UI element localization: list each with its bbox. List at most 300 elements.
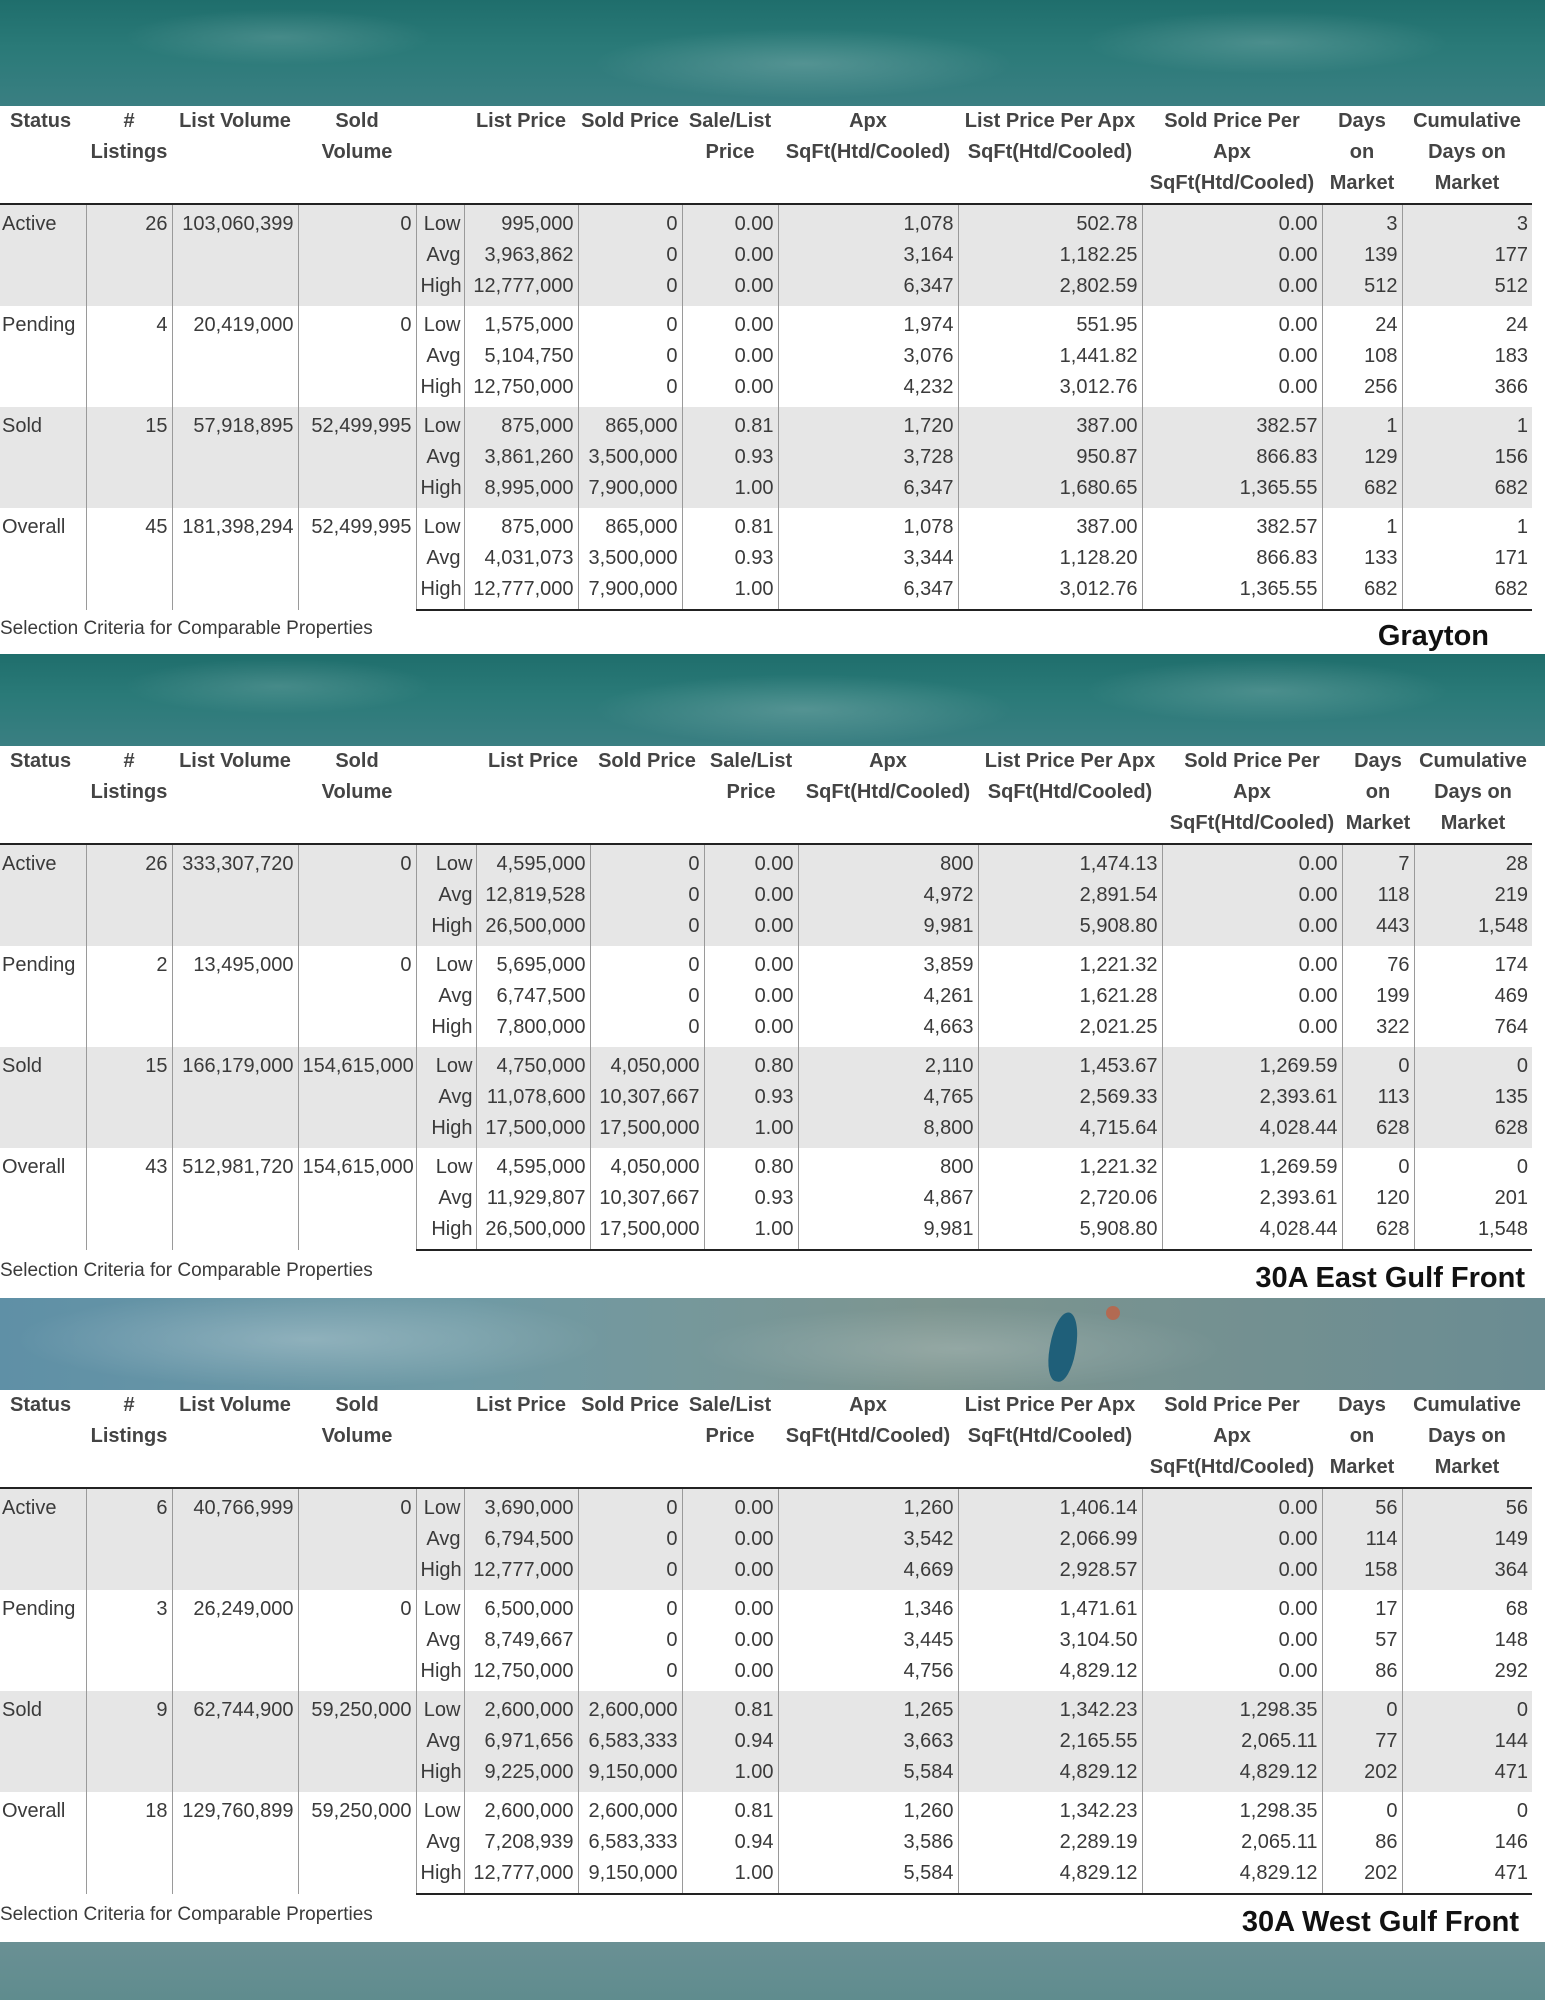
sold-volume-cell: 0	[298, 204, 416, 306]
status-cell: Pending	[2, 1598, 76, 1620]
sold-volume-cell: 59,250,000	[298, 1691, 416, 1792]
sqft-cell: 5,584	[778, 1858, 958, 1894]
stat-level-label: Low	[416, 1691, 464, 1726]
sold-price-cell: 0	[578, 1524, 682, 1555]
cumulative-dom-cell: 144	[1402, 1726, 1532, 1757]
sqft-cell: 1,260	[778, 1488, 958, 1524]
stat-level-label: Avg	[416, 1183, 476, 1214]
sold-price-per-sqft-cell: 382.57	[1142, 508, 1322, 543]
sqft-cell: 6,347	[778, 271, 958, 306]
stat-level-label: Avg	[416, 981, 476, 1012]
sold-price-cell: 0	[590, 1012, 704, 1047]
days-on-market-cell: 3	[1322, 204, 1402, 240]
table-row	[0, 1590, 1532, 1625]
list-price-per-sqft-cell: 2,802.59	[958, 271, 1142, 306]
selection-criteria-label: Selection Criteria for Comparable Properties	[0, 618, 373, 639]
list-price-cell: 9,225,000	[464, 1757, 578, 1792]
cumulative-dom-cell: 56	[1402, 1488, 1532, 1524]
list-price-cell: 12,750,000	[464, 372, 578, 407]
listings-cell: 15	[86, 407, 172, 508]
days-on-market-cell: 512	[1322, 271, 1402, 306]
column-header: Sold Price Per Apx SqFt(Htd/Cooled)	[1162, 746, 1342, 844]
list-price-per-sqft-cell: 551.95	[958, 306, 1142, 341]
sale-list-ratio-cell: 1.00	[704, 1113, 798, 1148]
cumulative-dom-cell: 1,548	[1414, 911, 1532, 946]
days-on-market-cell: 129	[1322, 442, 1402, 473]
sqft-cell: 4,867	[798, 1183, 978, 1214]
sold-price-per-sqft-cell: 1,365.55	[1142, 473, 1322, 508]
days-on-market-cell: 139	[1322, 240, 1402, 271]
sold-price-cell: 0	[590, 911, 704, 946]
ocean-photo-banner	[0, 654, 1545, 746]
list-price-cell: 5,104,750	[464, 341, 578, 372]
column-header: Status	[0, 746, 86, 844]
list-price-per-sqft-cell: 502.78	[958, 204, 1142, 240]
sold-price-per-sqft-cell: 2,065.11	[1142, 1827, 1322, 1858]
days-on-market-cell: 322	[1342, 1012, 1414, 1047]
days-on-market-cell: 114	[1322, 1524, 1402, 1555]
listings-cell: 18	[86, 1792, 172, 1894]
sold-price-per-sqft-cell: 0.00	[1142, 1656, 1322, 1691]
days-on-market-cell: 0	[1342, 1148, 1414, 1183]
sold-price-per-sqft-cell: 0.00	[1142, 240, 1322, 271]
sold-price-cell: 6,583,333	[578, 1726, 682, 1757]
listings-cell: 6	[86, 1488, 172, 1590]
selection-criteria-label: Selection Criteria for Comparable Properties	[0, 1904, 373, 1925]
stat-level-label: Avg	[416, 1082, 476, 1113]
stat-level-label: Low	[416, 1148, 476, 1183]
list-volume-cell: 103,060,399	[172, 204, 298, 306]
sale-list-ratio-cell: 0.00	[682, 341, 778, 372]
cumulative-dom-cell: 366	[1402, 372, 1532, 407]
sqft-cell: 800	[798, 844, 978, 880]
table-row	[0, 508, 1532, 543]
list-price-cell: 12,777,000	[464, 271, 578, 306]
sqft-cell: 4,765	[798, 1082, 978, 1113]
list-price-per-sqft-cell: 1,680.65	[958, 473, 1142, 508]
list-price-per-sqft-cell: 2,720.06	[978, 1183, 1162, 1214]
sold-volume-cell: 0	[298, 1590, 416, 1691]
ocean-photo-banner	[0, 0, 1545, 106]
column-header: Cumulative Days on Market	[1402, 1390, 1532, 1488]
column-header: List Price	[464, 1390, 578, 1488]
sold-price-per-sqft-cell: 866.83	[1142, 543, 1322, 574]
stat-level-label: Avg	[416, 1726, 464, 1757]
cumulative-dom-cell: 471	[1402, 1858, 1532, 1894]
listings-cell: 4	[86, 306, 172, 407]
table-row	[0, 946, 1532, 981]
list-price-cell: 2,600,000	[464, 1792, 578, 1827]
sale-list-ratio-cell: 0.80	[704, 1047, 798, 1082]
sold-price-per-sqft-cell: 0.00	[1142, 306, 1322, 341]
sold-volume-cell: 0	[298, 844, 416, 946]
column-header: Sold Price	[578, 106, 682, 204]
cumulative-dom-cell: 183	[1402, 341, 1532, 372]
sqft-cell: 9,981	[798, 1214, 978, 1250]
sold-price-per-sqft-cell: 0.00	[1162, 1012, 1342, 1047]
stat-level-label: High	[416, 1656, 464, 1691]
list-price-cell: 8,995,000	[464, 473, 578, 508]
listings-cell: 9	[86, 1691, 172, 1792]
sale-list-ratio-cell: 0.00	[682, 1625, 778, 1656]
ocean-photo-banner	[0, 1942, 1545, 2000]
days-on-market-cell: 628	[1342, 1113, 1414, 1148]
table-row	[0, 1148, 1532, 1183]
sold-price-cell: 865,000	[578, 407, 682, 442]
sale-list-ratio-cell: 1.00	[682, 1858, 778, 1894]
status-cell: Active	[0, 1488, 86, 1590]
sold-price-per-sqft-cell: 4,829.12	[1142, 1757, 1322, 1792]
listings-cell: 43	[86, 1148, 172, 1250]
stat-level-label: High	[416, 372, 464, 407]
cumulative-dom-cell: 177	[1402, 240, 1532, 271]
days-on-market-cell: 24	[1322, 306, 1402, 341]
column-header: List Volume	[172, 1390, 298, 1488]
sale-list-ratio-cell: 0.00	[682, 240, 778, 271]
column-header	[416, 1390, 464, 1488]
days-on-market-cell: 86	[1322, 1656, 1402, 1691]
status-cell: Pending	[2, 314, 76, 336]
sold-price-per-sqft-cell: 2,065.11	[1142, 1726, 1322, 1757]
list-price-cell: 12,819,528	[476, 880, 590, 911]
sqft-cell: 1,265	[778, 1691, 958, 1726]
sale-list-ratio-cell: 0.00	[682, 204, 778, 240]
cumulative-dom-cell: 364	[1402, 1555, 1532, 1590]
sold-price-cell: 0	[578, 341, 682, 372]
column-header: Sale/List Price	[704, 746, 798, 844]
sold-price-cell: 0	[590, 946, 704, 981]
cumulative-dom-cell: 149	[1402, 1524, 1532, 1555]
sqft-cell: 4,261	[798, 981, 978, 1012]
list-price-cell: 7,800,000	[476, 1012, 590, 1047]
stats-section-3	[0, 1390, 1545, 1895]
column-header: List Price Per Apx SqFt(Htd/Cooled)	[958, 106, 1142, 204]
days-on-market-cell: 158	[1322, 1555, 1402, 1590]
cumulative-dom-cell: 1,548	[1414, 1214, 1532, 1250]
cumulative-dom-cell: 471	[1402, 1757, 1532, 1792]
sold-price-per-sqft-cell: 0.00	[1162, 981, 1342, 1012]
market-stats-table	[0, 746, 1532, 1251]
list-price-cell: 12,777,000	[464, 574, 578, 610]
sold-volume-cell: 59,250,000	[298, 1792, 416, 1894]
stat-level-label: High	[416, 1012, 476, 1047]
status-cell: Sold	[0, 1047, 86, 1148]
cumulative-dom-cell: 219	[1414, 880, 1532, 911]
sold-price-cell: 2,600,000	[578, 1691, 682, 1726]
table-row	[0, 844, 1532, 880]
days-on-market-cell: 682	[1322, 473, 1402, 508]
list-price-cell: 995,000	[464, 204, 578, 240]
sqft-cell: 6,347	[778, 473, 958, 508]
column-header: Apx SqFt(Htd/Cooled)	[778, 106, 958, 204]
sqft-cell: 3,164	[778, 240, 958, 271]
cumulative-dom-cell: 0	[1414, 1148, 1532, 1183]
column-header: Days on Market	[1342, 746, 1414, 844]
sold-price-cell: 9,150,000	[578, 1757, 682, 1792]
list-price-cell: 11,929,807	[476, 1183, 590, 1214]
sqft-cell: 5,584	[778, 1757, 958, 1792]
days-on-market-cell: 86	[1322, 1827, 1402, 1858]
cumulative-dom-cell: 1	[1402, 508, 1532, 543]
list-price-per-sqft-cell: 2,066.99	[958, 1524, 1142, 1555]
days-on-market-cell: 202	[1322, 1757, 1402, 1792]
sold-price-per-sqft-cell: 0.00	[1142, 372, 1322, 407]
cumulative-dom-cell: 0	[1402, 1691, 1532, 1726]
column-header: Days on Market	[1322, 1390, 1402, 1488]
cumulative-dom-cell: 682	[1402, 473, 1532, 508]
sale-list-ratio-cell: 0.81	[682, 1792, 778, 1827]
sold-price-cell: 0	[578, 1590, 682, 1625]
stat-level-label: Low	[416, 1792, 464, 1827]
region-title: 30A West Gulf Front	[1241, 1906, 1519, 1938]
list-price-per-sqft-cell: 5,908.80	[978, 911, 1162, 946]
sold-price-cell: 865,000	[578, 508, 682, 543]
sold-volume-cell: 154,615,000	[298, 1047, 416, 1148]
list-price-per-sqft-cell: 950.87	[958, 442, 1142, 473]
sold-volume-cell: 52,499,995	[298, 508, 416, 610]
cumulative-dom-cell: 135	[1414, 1082, 1532, 1113]
list-price-cell: 875,000	[464, 508, 578, 543]
column-header: # Listings	[86, 106, 172, 204]
list-price-per-sqft-cell: 1,474.13	[978, 844, 1162, 880]
sold-price-cell: 9,150,000	[578, 1858, 682, 1894]
cumulative-dom-cell: 512	[1402, 271, 1532, 306]
list-price-cell: 12,777,000	[464, 1858, 578, 1894]
stat-level-label: Low	[416, 407, 464, 442]
list-volume-cell: 13,495,000	[172, 946, 298, 1047]
sold-price-per-sqft-cell: 2,393.61	[1162, 1183, 1342, 1214]
sold-price-per-sqft-cell: 0.00	[1162, 911, 1342, 946]
column-header: Status	[0, 106, 86, 204]
sold-volume-cell: 154,615,000	[298, 1148, 416, 1250]
list-price-per-sqft-cell: 387.00	[958, 508, 1142, 543]
stat-level-label: Low	[416, 1590, 464, 1625]
status-cell: Sold	[0, 407, 86, 508]
column-header: List Volume	[172, 106, 298, 204]
column-header: Sale/List Price	[682, 106, 778, 204]
column-header: Apx SqFt(Htd/Cooled)	[778, 1390, 958, 1488]
sold-price-cell: 0	[578, 306, 682, 341]
list-price-cell: 6,971,656	[464, 1726, 578, 1757]
sale-list-ratio-cell: 0.00	[682, 1590, 778, 1625]
sale-list-ratio-cell: 0.81	[682, 1691, 778, 1726]
days-on-market-cell: 1	[1322, 508, 1402, 543]
list-price-cell: 1,575,000	[464, 306, 578, 341]
sqft-cell: 800	[798, 1148, 978, 1183]
sold-price-cell: 2,600,000	[578, 1792, 682, 1827]
sold-price-per-sqft-cell: 1,365.55	[1142, 574, 1322, 610]
sold-price-cell: 7,900,000	[578, 574, 682, 610]
stat-level-label: Avg	[416, 543, 464, 574]
list-price-per-sqft-cell: 3,104.50	[958, 1625, 1142, 1656]
list-price-per-sqft-cell: 4,829.12	[958, 1858, 1142, 1894]
sold-price-cell: 0	[578, 1555, 682, 1590]
column-header: Sold Price Per Apx SqFt(Htd/Cooled)	[1142, 106, 1322, 204]
sale-list-ratio-cell: 0.00	[704, 911, 798, 946]
list-price-per-sqft-cell: 3,012.76	[958, 372, 1142, 407]
status-cell: Overall	[2, 516, 66, 538]
stat-level-label: High	[416, 271, 464, 306]
selection-criteria-label: Selection Criteria for Comparable Properties	[0, 1260, 373, 1281]
stat-level-label: High	[416, 911, 476, 946]
list-price-per-sqft-cell: 387.00	[958, 407, 1142, 442]
stat-level-label: High	[416, 1858, 464, 1894]
list-price-cell: 875,000	[464, 407, 578, 442]
region-title: 30A East Gulf Front	[1255, 1262, 1525, 1294]
list-price-per-sqft-cell: 4,829.12	[958, 1656, 1142, 1691]
list-volume-cell: 20,419,000	[172, 306, 298, 407]
sold-price-cell: 10,307,667	[590, 1082, 704, 1113]
listings-cell: 45	[86, 508, 172, 610]
days-on-market-cell: 628	[1342, 1214, 1414, 1250]
column-header: Sold Volume	[298, 1390, 416, 1488]
sold-price-per-sqft-cell: 866.83	[1142, 442, 1322, 473]
cumulative-dom-cell: 3	[1402, 204, 1532, 240]
sold-price-per-sqft-cell: 382.57	[1142, 407, 1322, 442]
sold-price-cell: 0	[590, 880, 704, 911]
sold-price-per-sqft-cell: 0.00	[1142, 204, 1322, 240]
cumulative-dom-cell: 0	[1402, 1792, 1532, 1827]
stat-level-label: Low	[416, 1047, 476, 1082]
status-cell: Overall	[2, 1156, 66, 1178]
column-header: Sold Price Per Apx SqFt(Htd/Cooled)	[1142, 1390, 1322, 1488]
sale-list-ratio-cell: 0.00	[682, 372, 778, 407]
stat-level-label: High	[416, 1113, 476, 1148]
column-header: # Listings	[86, 1390, 172, 1488]
sold-price-cell: 0	[590, 844, 704, 880]
list-price-cell: 7,208,939	[464, 1827, 578, 1858]
sold-price-per-sqft-cell: 4,028.44	[1162, 1113, 1342, 1148]
sqft-cell: 1,260	[778, 1792, 958, 1827]
column-header: Cumulative Days on Market	[1402, 106, 1532, 204]
sqft-cell: 1,078	[778, 508, 958, 543]
sqft-cell: 3,344	[778, 543, 958, 574]
list-volume-cell: 40,766,999	[172, 1488, 298, 1590]
cumulative-dom-cell: 28	[1414, 844, 1532, 880]
list-price-cell: 12,777,000	[464, 1555, 578, 1590]
sqft-cell: 3,076	[778, 341, 958, 372]
sold-price-cell: 7,900,000	[578, 473, 682, 508]
sqft-cell: 1,346	[778, 1590, 958, 1625]
days-on-market-cell: 76	[1342, 946, 1414, 981]
stat-level-label: Avg	[416, 341, 464, 372]
sold-price-cell: 3,500,000	[578, 543, 682, 574]
sold-price-cell: 0	[578, 204, 682, 240]
column-header: Sold Volume	[298, 746, 416, 844]
listings-cell: 2	[86, 946, 172, 1047]
list-price-cell: 4,595,000	[476, 1148, 590, 1183]
stat-level-label: High	[416, 1214, 476, 1250]
sale-list-ratio-cell: 1.00	[682, 473, 778, 508]
sold-price-per-sqft-cell: 0.00	[1162, 880, 1342, 911]
sold-price-per-sqft-cell: 0.00	[1162, 946, 1342, 981]
cumulative-dom-cell: 24	[1402, 306, 1532, 341]
sold-price-per-sqft-cell: 1,298.35	[1142, 1691, 1322, 1726]
sale-list-ratio-cell: 0.81	[682, 508, 778, 543]
sale-list-ratio-cell: 0.00	[682, 271, 778, 306]
sqft-cell: 9,981	[798, 911, 978, 946]
list-price-per-sqft-cell: 4,829.12	[958, 1757, 1142, 1792]
days-on-market-cell: 1	[1322, 407, 1402, 442]
sqft-cell: 4,663	[798, 1012, 978, 1047]
sold-price-cell: 6,583,333	[578, 1827, 682, 1858]
listings-cell: 15	[86, 1047, 172, 1148]
list-price-per-sqft-cell: 1,453.67	[978, 1047, 1162, 1082]
cumulative-dom-cell: 764	[1414, 1012, 1532, 1047]
sold-price-per-sqft-cell: 1,298.35	[1142, 1792, 1322, 1827]
sale-list-ratio-cell: 0.93	[704, 1082, 798, 1113]
sqft-cell: 1,974	[778, 306, 958, 341]
days-on-market-cell: 108	[1322, 341, 1402, 372]
sqft-cell: 4,232	[778, 372, 958, 407]
stat-level-label: Avg	[416, 880, 476, 911]
column-header: Status	[0, 1390, 86, 1488]
sold-price-cell: 17,500,000	[590, 1113, 704, 1148]
list-price-cell: 6,500,000	[464, 1590, 578, 1625]
days-on-market-cell: 7	[1342, 844, 1414, 880]
list-price-cell: 12,750,000	[464, 1656, 578, 1691]
sold-price-per-sqft-cell: 1,269.59	[1162, 1047, 1342, 1082]
stats-section-1	[0, 106, 1545, 611]
list-price-cell: 4,595,000	[476, 844, 590, 880]
list-price-per-sqft-cell: 2,289.19	[958, 1827, 1142, 1858]
list-price-cell: 5,695,000	[476, 946, 590, 981]
cumulative-dom-cell: 68	[1402, 1590, 1532, 1625]
list-price-cell: 4,750,000	[476, 1047, 590, 1082]
list-price-per-sqft-cell: 2,569.33	[978, 1082, 1162, 1113]
days-on-market-cell: 682	[1322, 574, 1402, 610]
status-cell: Sold	[0, 1691, 86, 1792]
sqft-cell: 3,728	[778, 442, 958, 473]
cumulative-dom-cell: 148	[1402, 1625, 1532, 1656]
list-price-cell: 6,794,500	[464, 1524, 578, 1555]
sold-price-per-sqft-cell: 0.00	[1162, 844, 1342, 880]
days-on-market-cell: 443	[1342, 911, 1414, 946]
sold-price-per-sqft-cell: 0.00	[1142, 1488, 1322, 1524]
surfer-figure	[1044, 1310, 1082, 1383]
sold-price-cell: 17,500,000	[590, 1214, 704, 1250]
list-price-per-sqft-cell: 1,221.32	[978, 1148, 1162, 1183]
cumulative-dom-cell: 1	[1402, 407, 1532, 442]
list-price-per-sqft-cell: 1,406.14	[958, 1488, 1142, 1524]
list-price-cell: 11,078,600	[476, 1082, 590, 1113]
sold-price-per-sqft-cell: 0.00	[1142, 1625, 1322, 1656]
days-on-market-cell: 0	[1342, 1047, 1414, 1082]
list-price-cell: 6,747,500	[476, 981, 590, 1012]
cumulative-dom-cell: 171	[1402, 543, 1532, 574]
column-header: Cumulative Days on Market	[1414, 746, 1532, 844]
sold-price-cell: 4,050,000	[590, 1047, 704, 1082]
stat-level-label: Low	[416, 1488, 464, 1524]
sqft-cell: 3,542	[778, 1524, 958, 1555]
sqft-cell: 6,347	[778, 574, 958, 610]
stat-level-label: Low	[416, 844, 476, 880]
list-price-per-sqft-cell: 1,128.20	[958, 543, 1142, 574]
list-price-cell: 4,031,073	[464, 543, 578, 574]
list-price-per-sqft-cell: 5,908.80	[978, 1214, 1162, 1250]
sale-list-ratio-cell: 1.00	[682, 574, 778, 610]
cumulative-dom-cell: 292	[1402, 1656, 1532, 1691]
sale-list-ratio-cell: 0.80	[704, 1148, 798, 1183]
table-row	[0, 407, 1532, 442]
sold-price-per-sqft-cell: 0.00	[1142, 271, 1322, 306]
sold-price-per-sqft-cell: 0.00	[1142, 1555, 1322, 1590]
column-header: Days on Market	[1322, 106, 1402, 204]
market-stats-table	[0, 106, 1532, 611]
column-header: List Price Per Apx SqFt(Htd/Cooled)	[978, 746, 1162, 844]
column-header	[416, 106, 464, 204]
sold-volume-cell: 0	[298, 946, 416, 1047]
